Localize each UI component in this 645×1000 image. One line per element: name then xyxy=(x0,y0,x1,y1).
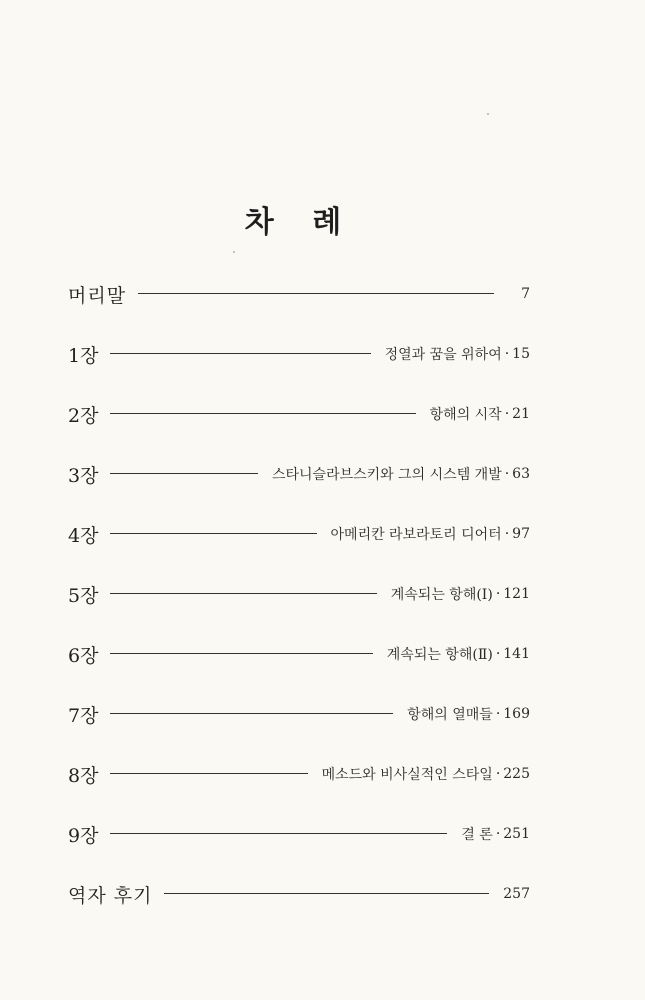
toc-entry-translator-afterword xyxy=(68,864,530,924)
toc-entry-chapter-9 xyxy=(68,804,530,864)
toc-chapter-label: 머리말 xyxy=(68,284,127,307)
toc-chapter-title: 항해의 열매들 xyxy=(407,707,493,723)
toc-entry-chapter-1 xyxy=(68,324,530,384)
toc-leader-line xyxy=(110,533,316,534)
toc-separator-dot: · xyxy=(495,646,501,662)
toc-leader-line xyxy=(110,833,447,834)
toc-page-number: 141 xyxy=(503,646,530,662)
toc-chapter-label: 6장 xyxy=(68,644,99,667)
toc-chapter-label: 5장 xyxy=(68,584,99,607)
toc-page-number: 225 xyxy=(503,766,530,782)
toc-chapter-title: 메소드와 비사실적인 스타일 xyxy=(321,767,493,783)
toc-page-number: 97 xyxy=(512,526,530,542)
toc-leader-line xyxy=(110,773,307,774)
paper-speck xyxy=(487,113,489,115)
toc-chapter-label: 역자 후기 xyxy=(68,884,153,907)
toc-chapter-label: 1장 xyxy=(68,344,99,367)
toc-separator-dot: · xyxy=(495,586,501,602)
toc-chapter-label: 7장 xyxy=(68,704,99,727)
toc-title: 차 례 xyxy=(244,205,356,240)
toc-leader-line xyxy=(164,893,489,894)
toc-entry-chapter-5 xyxy=(68,564,530,624)
toc-page-number: 121 xyxy=(503,586,530,602)
toc-chapter-title: 계속되는 항해(Ⅰ) xyxy=(390,587,493,603)
toc-entry-chapter-7 xyxy=(68,684,530,744)
toc-entry-chapter-3 xyxy=(68,444,530,504)
toc-page-number: 169 xyxy=(503,706,530,722)
toc-page-number: 15 xyxy=(512,346,530,362)
table-of-contents xyxy=(68,264,530,924)
toc-separator-dot: · xyxy=(495,766,501,782)
toc-leader-line xyxy=(110,713,393,714)
toc-separator-dot: · xyxy=(504,526,510,542)
toc-chapter-title: 항해의 시작 xyxy=(429,407,502,423)
toc-page-number: 21 xyxy=(512,406,530,422)
toc-chapter-title: 결 론 xyxy=(461,827,493,843)
toc-separator-dot: · xyxy=(504,406,510,422)
toc-separator-dot: · xyxy=(495,826,501,842)
toc-leader-line xyxy=(110,353,370,354)
toc-chapter-label: 4장 xyxy=(68,524,99,547)
toc-entry-preface xyxy=(68,264,530,324)
toc-entry-chapter-6 xyxy=(68,624,530,684)
toc-chapter-label: 8장 xyxy=(68,764,99,787)
toc-entry-chapter-8 xyxy=(68,744,530,804)
toc-leader-line xyxy=(110,413,415,414)
toc-chapter-label: 9장 xyxy=(68,824,99,847)
toc-page-number: 7 xyxy=(521,286,530,302)
toc-page-number: 63 xyxy=(512,466,530,482)
toc-leader-line xyxy=(110,653,372,654)
toc-page-number: 251 xyxy=(503,826,530,842)
toc-entry-chapter-4 xyxy=(68,504,530,564)
toc-chapter-title: 계속되는 항해(Ⅱ) xyxy=(386,647,493,663)
toc-chapter-label: 2장 xyxy=(68,404,99,427)
toc-chapter-label: 3장 xyxy=(68,464,99,487)
toc-leader-line xyxy=(138,293,494,294)
toc-separator-dot: · xyxy=(504,346,510,362)
toc-separator-dot: · xyxy=(504,466,510,482)
toc-entry-chapter-2 xyxy=(68,384,530,444)
toc-leader-line xyxy=(110,473,258,474)
toc-leader-line xyxy=(110,593,376,594)
toc-page-number: 257 xyxy=(503,886,530,902)
toc-chapter-title: 스타니슬라브스키와 그의 시스템 개발 xyxy=(271,467,502,483)
paper-speck xyxy=(233,251,235,253)
toc-chapter-title: 정열과 꿈을 위하여 xyxy=(384,347,502,363)
toc-chapter-title: 아메리칸 라보라토리 디어터 xyxy=(330,527,502,543)
toc-separator-dot: · xyxy=(495,706,501,722)
